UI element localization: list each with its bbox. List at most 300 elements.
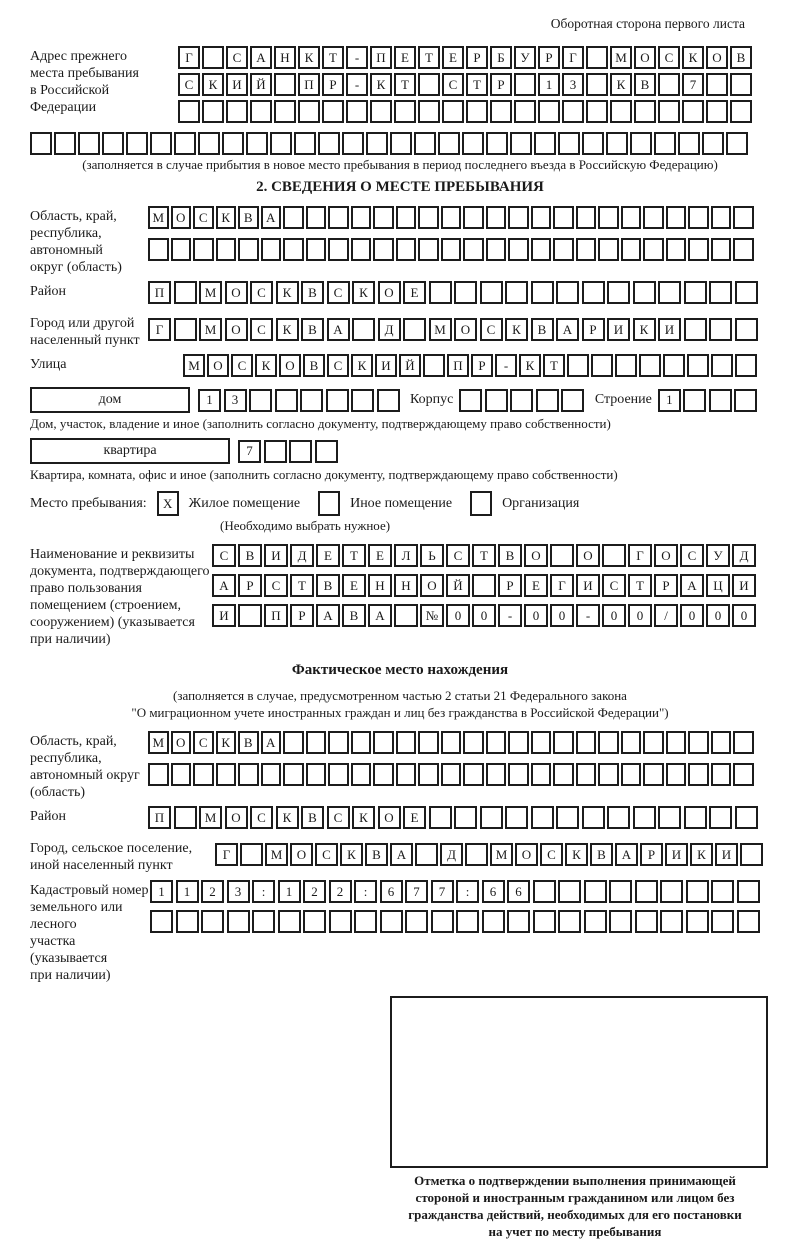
- char-cell[interactable]: А: [250, 46, 272, 69]
- char-cell[interactable]: Р: [471, 354, 493, 377]
- char-cell[interactable]: К: [633, 318, 656, 341]
- char-cell[interactable]: [576, 763, 597, 786]
- char-cell[interactable]: [735, 806, 758, 829]
- char-cell[interactable]: В: [634, 73, 656, 96]
- char-cell[interactable]: П: [264, 604, 288, 627]
- char-cell[interactable]: [394, 604, 418, 627]
- char-cell[interactable]: Й: [446, 574, 470, 597]
- char-cell[interactable]: К: [610, 73, 632, 96]
- char-cell[interactable]: О: [634, 46, 656, 69]
- char-cell[interactable]: Р: [290, 604, 314, 627]
- char-cell[interactable]: С: [327, 806, 350, 829]
- char-cell[interactable]: [683, 389, 706, 412]
- char-cell[interactable]: П: [148, 806, 171, 829]
- char-cell[interactable]: [558, 910, 581, 933]
- char-cell[interactable]: [240, 843, 263, 866]
- char-cell[interactable]: С: [480, 318, 503, 341]
- char-cell[interactable]: Г: [562, 46, 584, 69]
- char-cell[interactable]: [709, 318, 732, 341]
- char-cell[interactable]: [306, 763, 327, 786]
- char-cell[interactable]: [553, 238, 574, 261]
- char-cell[interactable]: [283, 731, 304, 754]
- char-cell[interactable]: А: [261, 731, 282, 754]
- char-cell[interactable]: [505, 281, 528, 304]
- char-cell[interactable]: [553, 763, 574, 786]
- char-cell[interactable]: [315, 440, 338, 463]
- char-cell[interactable]: С: [446, 544, 470, 567]
- char-cell[interactable]: С: [327, 354, 349, 377]
- char-cell[interactable]: [485, 389, 508, 412]
- char-cell[interactable]: [507, 910, 530, 933]
- char-cell[interactable]: [283, 763, 304, 786]
- char-cell[interactable]: С: [226, 46, 248, 69]
- char-cell[interactable]: [490, 100, 512, 123]
- char-cell[interactable]: М: [429, 318, 452, 341]
- char-cell[interactable]: С: [231, 354, 253, 377]
- char-cell[interactable]: [354, 910, 377, 933]
- char-cell[interactable]: [735, 281, 758, 304]
- char-cell[interactable]: В: [301, 806, 324, 829]
- char-cell[interactable]: 6: [507, 880, 530, 903]
- char-cell[interactable]: [275, 389, 298, 412]
- char-cell[interactable]: М: [610, 46, 632, 69]
- char-cell[interactable]: В: [301, 318, 324, 341]
- char-cell[interactable]: [306, 731, 327, 754]
- char-cell[interactable]: К: [505, 318, 528, 341]
- char-cell[interactable]: А: [556, 318, 579, 341]
- char-cell[interactable]: [654, 132, 676, 155]
- char-cell[interactable]: [472, 574, 496, 597]
- char-cell[interactable]: -: [346, 73, 368, 96]
- char-cell[interactable]: Р: [538, 46, 560, 69]
- char-cell[interactable]: [486, 206, 507, 229]
- char-cell[interactable]: [289, 440, 312, 463]
- char-cell[interactable]: С: [250, 806, 273, 829]
- char-cell[interactable]: [227, 910, 250, 933]
- char-cell[interactable]: [621, 238, 642, 261]
- char-cell[interactable]: И: [212, 604, 236, 627]
- char-cell[interactable]: 2: [329, 880, 352, 903]
- char-cell[interactable]: [351, 731, 372, 754]
- char-cell[interactable]: И: [658, 318, 681, 341]
- char-cell[interactable]: [582, 806, 605, 829]
- char-cell[interactable]: О: [290, 843, 313, 866]
- char-cell[interactable]: [606, 132, 628, 155]
- char-cell[interactable]: [270, 132, 292, 155]
- char-cell[interactable]: [328, 206, 349, 229]
- char-cell[interactable]: [486, 132, 508, 155]
- char-cell[interactable]: [328, 763, 349, 786]
- char-cell[interactable]: [415, 843, 438, 866]
- char-cell[interactable]: [658, 100, 680, 123]
- char-cell[interactable]: А: [368, 604, 392, 627]
- char-cell[interactable]: [688, 206, 709, 229]
- char-cell[interactable]: [633, 281, 656, 304]
- char-cell[interactable]: Г: [178, 46, 200, 69]
- char-cell[interactable]: [688, 731, 709, 754]
- char-cell[interactable]: [462, 132, 484, 155]
- char-cell[interactable]: [586, 100, 608, 123]
- char-cell[interactable]: [576, 731, 597, 754]
- char-cell[interactable]: [586, 46, 608, 69]
- char-cell[interactable]: [418, 731, 439, 754]
- char-cell[interactable]: Н: [274, 46, 296, 69]
- char-cell[interactable]: [174, 132, 196, 155]
- char-cell[interactable]: К: [276, 281, 299, 304]
- char-cell[interactable]: [726, 132, 748, 155]
- char-cell[interactable]: [148, 763, 169, 786]
- char-cell[interactable]: 6: [380, 880, 403, 903]
- char-cell[interactable]: В: [590, 843, 613, 866]
- char-cell[interactable]: С: [442, 73, 464, 96]
- char-cell[interactable]: 0: [472, 604, 496, 627]
- char-cell[interactable]: [688, 238, 709, 261]
- char-cell[interactable]: [553, 731, 574, 754]
- char-cell[interactable]: [634, 100, 656, 123]
- char-cell[interactable]: [584, 910, 607, 933]
- char-cell[interactable]: [102, 132, 124, 155]
- char-cell[interactable]: С: [602, 574, 626, 597]
- char-cell[interactable]: 1: [150, 880, 173, 903]
- char-cell[interactable]: 1: [658, 389, 681, 412]
- char-cell[interactable]: [598, 763, 619, 786]
- char-cell[interactable]: О: [576, 544, 600, 567]
- char-cell[interactable]: А: [212, 574, 236, 597]
- char-cell[interactable]: Е: [316, 544, 340, 567]
- char-cell[interactable]: [329, 910, 352, 933]
- checkbox-inoe[interactable]: [318, 491, 340, 516]
- char-cell[interactable]: 3: [224, 389, 247, 412]
- char-cell[interactable]: [418, 238, 439, 261]
- char-cell[interactable]: Е: [524, 574, 548, 597]
- char-cell[interactable]: [508, 206, 529, 229]
- char-cell[interactable]: М: [148, 731, 169, 754]
- char-cell[interactable]: [684, 806, 707, 829]
- char-cell[interactable]: В: [238, 731, 259, 754]
- char-cell[interactable]: [352, 318, 375, 341]
- char-cell[interactable]: [531, 731, 552, 754]
- char-cell[interactable]: О: [515, 843, 538, 866]
- char-cell[interactable]: А: [680, 574, 704, 597]
- char-cell[interactable]: 0: [732, 604, 756, 627]
- char-cell[interactable]: С: [250, 318, 273, 341]
- char-cell[interactable]: К: [682, 46, 704, 69]
- char-cell[interactable]: О: [225, 281, 248, 304]
- char-cell[interactable]: В: [238, 544, 262, 567]
- char-cell[interactable]: [660, 910, 683, 933]
- char-cell[interactable]: Е: [368, 544, 392, 567]
- char-cell[interactable]: [274, 100, 296, 123]
- char-cell[interactable]: А: [327, 318, 350, 341]
- char-cell[interactable]: С: [658, 46, 680, 69]
- char-cell[interactable]: [429, 281, 452, 304]
- char-cell[interactable]: О: [454, 318, 477, 341]
- char-cell[interactable]: [531, 206, 552, 229]
- char-cell[interactable]: [176, 910, 199, 933]
- char-cell[interactable]: [418, 100, 440, 123]
- char-cell[interactable]: [396, 763, 417, 786]
- char-cell[interactable]: [610, 100, 632, 123]
- char-cell[interactable]: [441, 238, 462, 261]
- char-cell[interactable]: А: [316, 604, 340, 627]
- char-cell[interactable]: [533, 910, 556, 933]
- char-cell[interactable]: [538, 100, 560, 123]
- house-box[interactable]: дом: [30, 387, 190, 413]
- char-cell[interactable]: Т: [418, 46, 440, 69]
- char-cell[interactable]: [531, 238, 552, 261]
- char-cell[interactable]: 0: [524, 604, 548, 627]
- char-cell[interactable]: [414, 132, 436, 155]
- char-cell[interactable]: В: [316, 574, 340, 597]
- char-cell[interactable]: Т: [466, 73, 488, 96]
- char-cell[interactable]: [598, 206, 619, 229]
- char-cell[interactable]: В: [238, 206, 259, 229]
- char-cell[interactable]: [682, 100, 704, 123]
- char-cell[interactable]: [635, 910, 658, 933]
- char-cell[interactable]: К: [202, 73, 224, 96]
- char-cell[interactable]: [403, 318, 426, 341]
- char-cell[interactable]: [666, 731, 687, 754]
- char-cell[interactable]: [174, 806, 197, 829]
- char-cell[interactable]: Е: [403, 281, 426, 304]
- char-cell[interactable]: [342, 132, 364, 155]
- char-cell[interactable]: 7: [431, 880, 454, 903]
- char-cell[interactable]: И: [732, 574, 756, 597]
- char-cell[interactable]: [198, 132, 220, 155]
- char-cell[interactable]: Р: [582, 318, 605, 341]
- char-cell[interactable]: 2: [201, 880, 224, 903]
- char-cell[interactable]: [609, 910, 632, 933]
- char-cell[interactable]: И: [264, 544, 288, 567]
- char-cell[interactable]: [576, 238, 597, 261]
- char-cell[interactable]: Ц: [706, 574, 730, 597]
- char-cell[interactable]: [562, 100, 584, 123]
- char-cell[interactable]: [576, 206, 597, 229]
- char-cell[interactable]: [486, 763, 507, 786]
- char-cell[interactable]: [201, 910, 224, 933]
- char-cell[interactable]: Г: [148, 318, 171, 341]
- char-cell[interactable]: [459, 389, 482, 412]
- char-cell[interactable]: [586, 73, 608, 96]
- char-cell[interactable]: [508, 238, 529, 261]
- char-cell[interactable]: У: [514, 46, 536, 69]
- char-cell[interactable]: М: [199, 281, 222, 304]
- char-cell[interactable]: [658, 73, 680, 96]
- char-cell[interactable]: [456, 910, 479, 933]
- char-cell[interactable]: Е: [442, 46, 464, 69]
- char-cell[interactable]: [686, 880, 709, 903]
- char-cell[interactable]: 0: [446, 604, 470, 627]
- char-cell[interactable]: [418, 763, 439, 786]
- char-cell[interactable]: [733, 206, 754, 229]
- char-cell[interactable]: В: [531, 318, 554, 341]
- char-cell[interactable]: [294, 132, 316, 155]
- char-cell[interactable]: [607, 806, 630, 829]
- char-cell[interactable]: [688, 763, 709, 786]
- char-cell[interactable]: [534, 132, 556, 155]
- char-cell[interactable]: [706, 73, 728, 96]
- char-cell[interactable]: Р: [238, 574, 262, 597]
- char-cell[interactable]: [283, 206, 304, 229]
- char-cell[interactable]: [441, 206, 462, 229]
- char-cell[interactable]: /: [654, 604, 678, 627]
- char-cell[interactable]: С: [540, 843, 563, 866]
- apartment-box[interactable]: квартира: [30, 438, 230, 464]
- char-cell[interactable]: [171, 763, 192, 786]
- char-cell[interactable]: [666, 763, 687, 786]
- char-cell[interactable]: [174, 318, 197, 341]
- char-cell[interactable]: А: [261, 206, 282, 229]
- char-cell[interactable]: Н: [368, 574, 392, 597]
- char-cell[interactable]: М: [199, 806, 222, 829]
- char-cell[interactable]: Т: [394, 73, 416, 96]
- char-cell[interactable]: [598, 731, 619, 754]
- char-cell[interactable]: [666, 238, 687, 261]
- char-cell[interactable]: [278, 910, 301, 933]
- char-cell[interactable]: [531, 806, 554, 829]
- char-cell[interactable]: О: [378, 281, 401, 304]
- char-cell[interactable]: 2: [303, 880, 326, 903]
- char-cell[interactable]: С: [212, 544, 236, 567]
- char-cell[interactable]: -: [576, 604, 600, 627]
- char-cell[interactable]: 3: [227, 880, 250, 903]
- char-cell[interactable]: [246, 132, 268, 155]
- char-cell[interactable]: [730, 73, 752, 96]
- char-cell[interactable]: -: [346, 46, 368, 69]
- char-cell[interactable]: О: [524, 544, 548, 567]
- char-cell[interactable]: [733, 731, 754, 754]
- char-cell[interactable]: С: [193, 731, 214, 754]
- char-cell[interactable]: [431, 910, 454, 933]
- char-cell[interactable]: [454, 806, 477, 829]
- char-cell[interactable]: М: [265, 843, 288, 866]
- char-cell[interactable]: [396, 731, 417, 754]
- char-cell[interactable]: [709, 389, 732, 412]
- char-cell[interactable]: [126, 132, 148, 155]
- char-cell[interactable]: [556, 806, 579, 829]
- char-cell[interactable]: Р: [654, 574, 678, 597]
- char-cell[interactable]: О: [279, 354, 301, 377]
- char-cell[interactable]: В: [342, 604, 366, 627]
- char-cell[interactable]: [216, 763, 237, 786]
- char-cell[interactable]: К: [276, 806, 299, 829]
- char-cell[interactable]: П: [370, 46, 392, 69]
- char-cell[interactable]: [300, 389, 323, 412]
- char-cell[interactable]: И: [576, 574, 600, 597]
- char-cell[interactable]: [666, 206, 687, 229]
- char-cell[interactable]: [322, 100, 344, 123]
- char-cell[interactable]: [150, 910, 173, 933]
- char-cell[interactable]: [684, 318, 707, 341]
- char-cell[interactable]: Р: [466, 46, 488, 69]
- char-cell[interactable]: М: [490, 843, 513, 866]
- char-cell[interactable]: [174, 281, 197, 304]
- char-cell[interactable]: [663, 354, 685, 377]
- char-cell[interactable]: [609, 880, 632, 903]
- char-cell[interactable]: [711, 880, 734, 903]
- char-cell[interactable]: [202, 100, 224, 123]
- char-cell[interactable]: М: [199, 318, 222, 341]
- char-cell[interactable]: С: [250, 281, 273, 304]
- char-cell[interactable]: [709, 806, 732, 829]
- char-cell[interactable]: [561, 389, 584, 412]
- char-cell[interactable]: С: [178, 73, 200, 96]
- char-cell[interactable]: -: [495, 354, 517, 377]
- char-cell[interactable]: [582, 132, 604, 155]
- char-cell[interactable]: 0: [706, 604, 730, 627]
- char-cell[interactable]: [346, 100, 368, 123]
- char-cell[interactable]: В: [730, 46, 752, 69]
- char-cell[interactable]: [366, 132, 388, 155]
- char-cell[interactable]: Г: [215, 843, 238, 866]
- char-cell[interactable]: К: [216, 731, 237, 754]
- char-cell[interactable]: [429, 806, 452, 829]
- char-cell[interactable]: К: [216, 206, 237, 229]
- char-cell[interactable]: [602, 544, 626, 567]
- char-cell[interactable]: [463, 731, 484, 754]
- char-cell[interactable]: С: [315, 843, 338, 866]
- char-cell[interactable]: [735, 318, 758, 341]
- char-cell[interactable]: Т: [290, 574, 314, 597]
- char-cell[interactable]: [298, 100, 320, 123]
- char-cell[interactable]: [558, 880, 581, 903]
- stamp-box[interactable]: [390, 996, 768, 1168]
- char-cell[interactable]: [480, 806, 503, 829]
- char-cell[interactable]: [178, 100, 200, 123]
- char-cell[interactable]: [630, 132, 652, 155]
- char-cell[interactable]: [377, 389, 400, 412]
- char-cell[interactable]: К: [351, 354, 373, 377]
- char-cell[interactable]: О: [171, 206, 192, 229]
- char-cell[interactable]: 0: [602, 604, 626, 627]
- char-cell[interactable]: [249, 389, 272, 412]
- char-cell[interactable]: [556, 281, 579, 304]
- char-cell[interactable]: [567, 354, 589, 377]
- char-cell[interactable]: Й: [399, 354, 421, 377]
- char-cell[interactable]: [394, 100, 416, 123]
- char-cell[interactable]: [306, 206, 327, 229]
- char-cell[interactable]: [78, 132, 100, 155]
- char-cell[interactable]: [370, 100, 392, 123]
- char-cell[interactable]: 7: [405, 880, 428, 903]
- char-cell[interactable]: [643, 238, 664, 261]
- char-cell[interactable]: В: [365, 843, 388, 866]
- char-cell[interactable]: 6: [482, 880, 505, 903]
- char-cell[interactable]: [380, 910, 403, 933]
- char-cell[interactable]: И: [375, 354, 397, 377]
- char-cell[interactable]: [733, 763, 754, 786]
- char-cell[interactable]: [405, 910, 428, 933]
- char-cell[interactable]: [306, 238, 327, 261]
- char-cell[interactable]: [238, 238, 259, 261]
- char-cell[interactable]: [621, 206, 642, 229]
- char-cell[interactable]: 7: [682, 73, 704, 96]
- char-cell[interactable]: Е: [342, 574, 366, 597]
- char-cell[interactable]: Т: [322, 46, 344, 69]
- char-cell[interactable]: [531, 281, 554, 304]
- char-cell[interactable]: [740, 843, 763, 866]
- char-cell[interactable]: [711, 763, 732, 786]
- char-cell[interactable]: И: [715, 843, 738, 866]
- char-cell[interactable]: [658, 281, 681, 304]
- char-cell[interactable]: [730, 100, 752, 123]
- char-cell[interactable]: [711, 238, 732, 261]
- char-cell[interactable]: С: [327, 281, 350, 304]
- char-cell[interactable]: [621, 763, 642, 786]
- char-cell[interactable]: [328, 238, 349, 261]
- char-cell[interactable]: [558, 132, 580, 155]
- char-cell[interactable]: [396, 238, 417, 261]
